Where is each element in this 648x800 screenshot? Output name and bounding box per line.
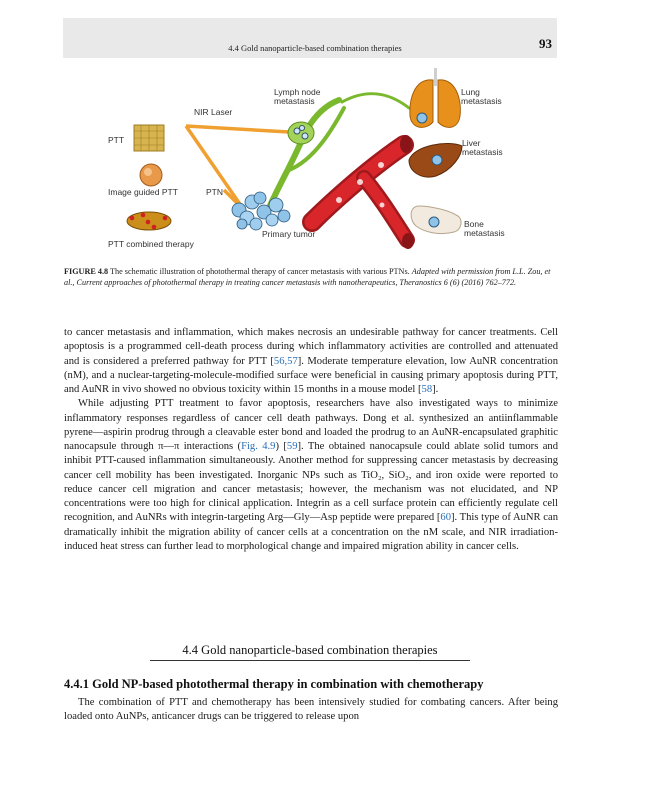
paragraph-2-text-c: ]. The obtained nanocapsule could ablate solid tumors and inhibit PTT-caused inflammation simultaneously. Another method for suppressing cancer metastasis by decreasing cancer cell mobility has been investigated. Inorganic NPs such as TiO₂, SiO₂, and iron oxide were reported to reduce cancer cell migration and cancer metastasis; however, the mechanism was not elucidated, and NP concentrations were too high for clinical application. Integrin as a cell surface protein can efficiently regulate cell recognition, and AuNRs with integrin-targeting Arg—Gly—Asp peptide were prepared [ — [64, 441, 558, 524]
ptn-label: PTN — [206, 187, 223, 197]
ptt-label: PTT — [108, 135, 125, 145]
primary-tumor-label: Primary tumor — [262, 229, 316, 239]
subsection-heading: 4.4.1 Gold NP-based photothermal therapy in combination with chemotherapy — [64, 677, 484, 691]
lung-label-line2: metastasis — [461, 96, 502, 107]
ref-59[interactable]: 59 — [286, 441, 298, 452]
section-paragraph-1: The combination of PTT and chemotherapy has been intensively studied for combating cancers. After being loaded onto AuNPs, anticancer drugs can be triggered to release upon — [64, 697, 558, 723]
ref-60[interactable]: 60 — [440, 512, 451, 524]
caption-label: FIGURE 4.8 — [64, 267, 109, 276]
lung-label — [461, 88, 502, 106]
paragraph-1-text-c: ]. — [432, 384, 439, 395]
combined-therapy-nanoparticle — [127, 212, 171, 230]
bone-label — [464, 220, 505, 238]
liver-label-line1: Liver — [462, 138, 481, 148]
liver-label-line2: metastasis — [462, 147, 503, 158]
lymph-node-label-line2: metastasis — [274, 96, 315, 107]
primary-tumor — [232, 192, 290, 230]
image-guided-ptt-label: Image guided PTT — [108, 187, 178, 197]
running-head: 4.4 Gold nanoparticle-based combination therapies — [228, 43, 402, 53]
section-body — [64, 696, 558, 725]
ptt-nanoparticle — [134, 125, 164, 151]
ref-56-57[interactable]: 56,57 — [273, 355, 298, 367]
figure-4-8 — [64, 60, 558, 260]
ptt-combined-label: PTT combined therapy — [108, 239, 194, 249]
body-text — [64, 326, 558, 554]
ref-fig-4-9[interactable]: Fig. 4.9 — [241, 441, 276, 452]
nir-laser-label: NIR Laser — [194, 107, 233, 117]
paragraph-2 — [64, 397, 558, 554]
bone-label-line1: Bone — [464, 219, 484, 229]
caption-text: The schematic illustration of photothermal therapy of cancer metastasis with various PTNs. — [110, 267, 410, 276]
bone-organ — [411, 206, 461, 234]
lymph-node-label — [274, 88, 320, 106]
image-guided-nanoparticle — [140, 164, 162, 186]
ref-58[interactable]: 58 — [421, 384, 433, 395]
liver-label — [462, 139, 503, 157]
page-number: 93 — [539, 36, 552, 51]
paragraph-2-text-d: ]. This type of AuNR can dramatically inhibit the migration ability of cancer cells at a concentration on the nM scale, and NIR irradiation-induced heat stress can further lead to morphological change and impaired migration ability in cancer cells. — [64, 512, 558, 552]
liver-organ — [409, 144, 462, 178]
paragraph-2-text-a: While adjusting PTT treatment to favor apoptosis, researchers have also investigated ways to minimize inflammatory responses regardless of cancer cell death pathways. Dong et al. synthesized an antiinflammable pyrene—aspirin prodrug through a cleavable ester bond and loaded the prodrug to an AuNR-encapsulated graphitic nanocapsule through π—π interactions ( — [64, 398, 558, 452]
section-rule — [150, 660, 470, 661]
paragraph-1 — [64, 326, 558, 397]
lung-organ — [410, 68, 460, 127]
paragraph-1-text-a: to cancer metastasis and inflammation, which makes necrosis an undesirable pathway for cancer treatments. Cell apoptosis is a programmed cell-death process during which inflammatory activities are controlled and attenuated and is considered a preferred pathway for PTT [ — [64, 327, 558, 367]
paragraph-1-text-b: ]. Moderate temperature elevation, low AuNR concentration (nM), and a nuclear-targeting-molecule-modified surface were beneficial in causing primary apoptosis during PTT, and AuNR in vivo showed no obvious toxicity within 15 months in a mouse model [ — [64, 355, 558, 395]
figure-caption — [64, 266, 558, 289]
lymph-node-label-line1: Lymph node — [274, 87, 321, 97]
section-heading: 4.4 Gold nanoparticle-based combination therapies — [182, 643, 438, 657]
lung-label-line1: Lung — [461, 87, 480, 97]
bone-label-line2: metastasis — [464, 228, 505, 239]
lymph-node — [288, 122, 314, 144]
caption-credit: Adapted with permission from L.L. Zou, et al., Current approaches of photothermal therapy in treating cancer metastasis with nanotherapeutics, Theranostics 6 (6) (2016) 762–772. — [64, 267, 551, 288]
paragraph-2-text-b: ) [ — [275, 441, 287, 452]
blood-vessel — [312, 135, 414, 249]
